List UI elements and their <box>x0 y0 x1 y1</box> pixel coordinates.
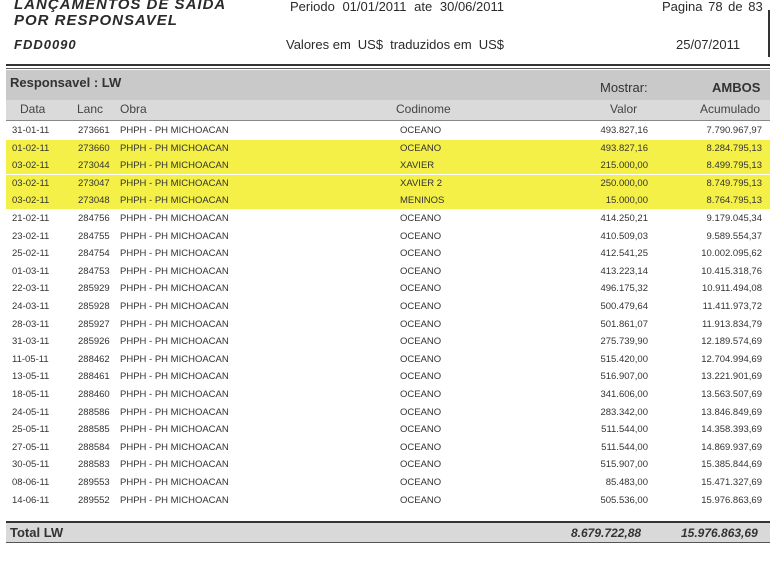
table-row <box>6 474 770 491</box>
row-date: 25-02-11 <box>12 248 50 260</box>
row-obra: PHPH - PH MICHOACAN <box>120 318 229 330</box>
row-codinome: OCEANO <box>400 283 442 295</box>
row-obra: PHPH - PH MICHOACAN <box>120 406 229 418</box>
table-row <box>6 333 770 350</box>
row-date: 13-05-11 <box>12 371 50 383</box>
row-date: 25-05-11 <box>12 424 50 436</box>
row-valor: 410.509,03 <box>600 230 648 242</box>
row-lanc: 284754 <box>78 248 110 260</box>
report-code: FDD0090 <box>14 37 77 52</box>
row-lanc: 273044 <box>78 160 110 172</box>
row-valor: 516.907,00 <box>600 371 648 383</box>
row-codinome: OCEANO <box>400 459 442 471</box>
row-acumulado: 13.563.507,69 <box>701 389 762 400</box>
row-lanc: 284756 <box>78 213 110 224</box>
row-acumulado: 13.846.849,69 <box>701 406 762 418</box>
row-obra: PHPH - PH MICHOACAN <box>120 195 229 207</box>
row-lanc: 285926 <box>78 336 110 348</box>
report-title-line1: LANÇAMENTOS DE SAIDA <box>14 0 227 13</box>
row-acumulado: 7.790.967,97 <box>706 125 762 136</box>
col-header-valor: Valor <box>610 102 638 116</box>
row-codinome: OCEANO <box>400 318 442 330</box>
row-lanc: 273047 <box>78 177 110 189</box>
row-obra: PHPH - PH MICHOACAN <box>120 336 229 348</box>
row-valor: 412.541,25 <box>600 248 648 260</box>
period-label: Periodo <box>290 0 335 14</box>
row-codinome: OCEANO <box>400 265 442 277</box>
responsible-label: Responsavel : LW <box>10 75 122 90</box>
table-row <box>6 439 770 456</box>
table-row <box>6 122 770 139</box>
row-date: 22-03-11 <box>12 283 50 295</box>
row-valor: 500.479,64 <box>600 301 648 312</box>
row-date: 27-05-11 <box>12 441 50 453</box>
row-codinome: OCEANO <box>400 213 442 224</box>
row-obra: PHPH - PH MICHOACAN <box>120 477 229 488</box>
row-obra: PHPH - PH MICHOACAN <box>120 459 229 471</box>
table-row <box>6 421 770 438</box>
row-codinome: XAVIER <box>400 160 435 172</box>
table-row <box>6 175 770 192</box>
table-row <box>6 298 770 315</box>
row-lanc: 273661 <box>78 125 110 136</box>
period-start: 01/01/2011 <box>342 0 407 14</box>
row-valor: 496.175,32 <box>600 283 648 295</box>
row-valor: 215.000,00 <box>600 160 648 172</box>
row-acumulado: 10.415.318,76 <box>701 265 762 277</box>
row-date: 24-05-11 <box>12 406 50 418</box>
row-lanc: 289553 <box>78 477 110 488</box>
show-label: Mostrar: <box>600 80 648 95</box>
col-header-date: Data <box>20 102 46 116</box>
row-obra: PHPH - PH MICHOACAN <box>120 213 229 224</box>
row-lanc: 284755 <box>78 230 110 242</box>
row-acumulado: 12.704.994,69 <box>701 353 762 365</box>
table-row <box>6 280 770 297</box>
total-band <box>6 523 770 542</box>
row-acumulado: 8.499.795,13 <box>706 160 762 172</box>
row-codinome: OCEANO <box>400 336 442 348</box>
row-codinome: OCEANO <box>400 248 442 260</box>
row-lanc: 285928 <box>78 301 110 312</box>
row-lanc: 285927 <box>78 318 110 330</box>
col-header-lanc: Lanc <box>77 102 104 116</box>
table-row <box>6 456 770 473</box>
row-obra: PHPH - PH MICHOACAN <box>120 371 229 383</box>
row-obra: PHPH - PH MICHOACAN <box>120 389 229 400</box>
row-acumulado: 13.221.901,69 <box>701 371 762 383</box>
col-header-acumulado: Acumulado <box>700 102 761 116</box>
row-obra: PHPH - PH MICHOACAN <box>120 301 229 312</box>
row-lanc: 288585 <box>78 424 110 436</box>
table-row <box>6 368 770 385</box>
table-row <box>6 263 770 280</box>
row-acumulado: 15.976.863,69 <box>701 494 762 506</box>
total-acumulado: 15.976.863,69 <box>681 526 758 540</box>
row-valor: 511.544,00 <box>601 441 648 453</box>
table-row <box>6 210 770 227</box>
row-lanc: 288584 <box>78 441 110 453</box>
report-title-line2: POR RESPONSAVEL <box>14 12 178 29</box>
row-date: 21-02-11 <box>12 213 50 224</box>
row-date: 28-03-11 <box>12 318 50 330</box>
row-acumulado: 8.749.795,13 <box>706 177 762 189</box>
row-acumulado: 10.002.095,62 <box>701 248 762 260</box>
row-codinome: OCEANO <box>400 389 442 400</box>
row-date: 14-06-11 <box>12 494 50 506</box>
row-obra: PHPH - PH MICHOACAN <box>120 142 229 154</box>
table-row <box>6 386 770 403</box>
currency-info <box>286 37 511 52</box>
row-date: 03-02-11 <box>12 177 50 189</box>
row-obra: PHPH - PH MICHOACAN <box>120 441 229 453</box>
row-codinome: OCEANO <box>400 353 442 365</box>
row-date: 11-05-11 <box>12 353 49 365</box>
row-obra: PHPH - PH MICHOACAN <box>120 494 229 506</box>
row-valor: 511.544,00 <box>601 424 648 436</box>
row-codinome: OCEANO <box>400 371 442 383</box>
row-valor: 250.000,00 <box>600 177 648 189</box>
header-divider-thin <box>6 68 770 69</box>
row-lanc: 284753 <box>78 265 110 277</box>
row-acumulado: 14.358.393,69 <box>701 424 762 436</box>
header-divider <box>6 64 770 66</box>
table-row <box>6 316 770 333</box>
values-label: Valores em <box>286 37 351 52</box>
row-obra: PHPH - PH MICHOACAN <box>120 248 229 260</box>
row-valor: 341.606,00 <box>600 389 648 400</box>
row-lanc: 273660 <box>78 142 110 154</box>
row-date: 03-02-11 <box>12 160 50 172</box>
row-valor: 414.250,21 <box>600 213 648 224</box>
show-value: AMBOS <box>712 80 761 95</box>
row-codinome: XAVIER 2 <box>400 177 443 189</box>
table-row <box>6 404 770 421</box>
row-date: 08-06-11 <box>12 477 50 488</box>
total-bottom-rule <box>6 542 770 543</box>
row-acumulado: 8.764.795,13 <box>706 195 762 207</box>
row-lanc: 288586 <box>78 406 110 418</box>
row-lanc: 288583 <box>78 459 110 471</box>
row-codinome: OCEANO <box>400 406 442 418</box>
row-codinome: OCEANO <box>400 424 442 436</box>
row-valor: 515.420,00 <box>600 353 648 365</box>
row-date: 24-03-11 <box>12 301 50 312</box>
period-separator: ate <box>414 0 433 14</box>
row-valor: 515.907,00 <box>600 459 648 471</box>
table-row <box>6 192 770 209</box>
row-obra: PHPH - PH MICHOACAN <box>120 353 229 365</box>
row-acumulado: 15.471.327,69 <box>701 477 762 488</box>
row-acumulado: 10.911.494,08 <box>701 283 762 295</box>
row-acumulado: 11.411.973,72 <box>702 301 762 312</box>
table-row <box>6 245 770 262</box>
row-date: 30-05-11 <box>12 459 50 471</box>
row-codinome: OCEANO <box>400 477 442 488</box>
row-date: 18-05-11 <box>12 389 50 400</box>
currency-to: US$ <box>478 37 505 52</box>
table-row <box>6 157 770 174</box>
period-end: 30/06/2011 <box>439 0 504 14</box>
table-row <box>6 492 770 509</box>
row-codinome: OCEANO <box>400 441 442 453</box>
col-header-codinome: Codinome <box>396 102 451 116</box>
row-lanc: 289552 <box>78 494 110 506</box>
row-obra: PHPH - PH MICHOACAN <box>120 125 229 136</box>
row-date: 01-02-11 <box>12 142 50 154</box>
row-date: 23-02-11 <box>12 230 50 242</box>
row-valor: 493.827,16 <box>600 142 648 154</box>
row-acumulado: 8.284.795,13 <box>706 142 762 154</box>
row-codinome: OCEANO <box>400 230 442 242</box>
row-date: 31-03-11 <box>12 336 50 348</box>
row-codinome: OCEANO <box>400 142 442 154</box>
row-valor: 283.342,00 <box>600 406 648 418</box>
period-range <box>290 0 504 14</box>
report-date: 25/07/2011 <box>676 37 741 52</box>
row-date: 03-02-11 <box>12 195 50 207</box>
total-label: Total LW <box>10 525 64 540</box>
row-valor: 501.861,07 <box>600 318 648 330</box>
row-obra: PHPH - PH MICHOACAN <box>120 160 229 172</box>
row-lanc: 273048 <box>78 195 110 207</box>
row-obra: PHPH - PH MICHOACAN <box>120 283 229 295</box>
row-lanc: 288462 <box>78 353 110 365</box>
row-obra: PHPH - PH MICHOACAN <box>120 424 229 436</box>
currency-from: US$ <box>357 37 384 52</box>
row-obra: PHPH - PH MICHOACAN <box>120 265 229 277</box>
table-row <box>6 228 770 245</box>
total-valor: 8.679.722,88 <box>571 526 642 540</box>
row-lanc: 288460 <box>78 389 110 400</box>
row-acumulado: 15.385.844,69 <box>701 459 762 471</box>
row-obra: PHPH - PH MICHOACAN <box>120 177 229 189</box>
row-date: 31-01-11 <box>12 125 50 136</box>
row-lanc: 285929 <box>78 283 110 295</box>
row-valor: 413.223,14 <box>600 265 648 277</box>
row-acumulado: 11.913.834,79 <box>701 318 762 330</box>
row-codinome: OCEANO <box>400 494 442 506</box>
page-indicator: Pagina 78 de 83 <box>662 0 763 14</box>
row-valor: 505.536,00 <box>600 494 648 506</box>
table-row <box>6 140 770 157</box>
row-valor: 493.827,16 <box>600 125 648 136</box>
row-codinome: OCEANO <box>400 301 442 312</box>
row-acumulado: 9.179.045,34 <box>706 213 762 224</box>
row-acumulado: 9.589.554,37 <box>706 230 762 242</box>
row-acumulado: 14.869.937,69 <box>701 441 762 453</box>
row-lanc: 288461 <box>78 371 110 383</box>
row-acumulado: 12.189.574,69 <box>701 336 762 348</box>
translated-label: traduzidos em <box>390 37 472 52</box>
row-codinome: MENINOS <box>400 195 445 207</box>
row-valor: 85.483,00 <box>605 477 648 488</box>
header-right-border <box>768 10 770 57</box>
row-valor: 275.739,90 <box>600 336 648 348</box>
table-row <box>6 351 770 368</box>
row-obra: PHPH - PH MICHOACAN <box>120 230 229 242</box>
row-codinome: OCEANO <box>400 125 442 136</box>
row-date: 01-03-11 <box>12 265 50 277</box>
col-header-obra: Obra <box>120 102 147 116</box>
row-valor: 15.000,00 <box>605 195 648 207</box>
